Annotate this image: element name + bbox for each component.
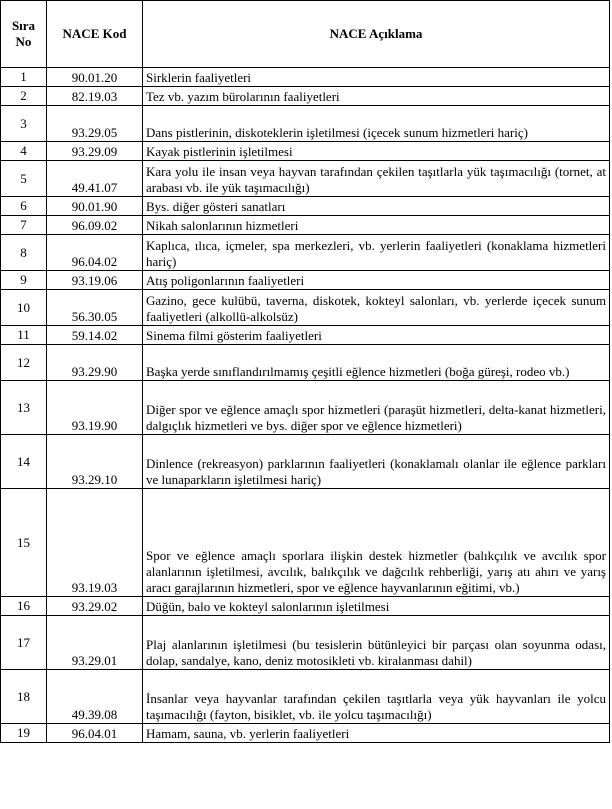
table-row (1, 345, 610, 381)
nace-description-cell: Düğün, balo ve kokteyl salonlarının işletilmesi (143, 597, 610, 616)
header-sira-no: Sıra No (1, 1, 47, 68)
table-row (1, 142, 610, 161)
nace-description-cell: Bys. diğer gösteri sanatları (143, 197, 610, 216)
nace-description-cell: Gazino, gece kulübü, taverna, diskotek, kokteyl salonları, vb. yerlerde içecek sunum faaliyetleri (alkollü-alkolsüz) (143, 290, 610, 326)
nace-description-cell: Dans pistlerinin, diskoteklerin işletilmesi (içecek sunum hizmetleri hariç) (143, 106, 610, 142)
row-number-cell: 5 (1, 161, 47, 197)
table-body (1, 68, 610, 743)
row-number-cell: 14 (1, 435, 47, 489)
nace-description-cell: Sinema filmi gösterim faaliyetleri (143, 326, 610, 345)
row-number-cell: 1 (1, 68, 47, 87)
nace-description-cell: Tez vb. yazım bürolarının faaliyetleri (143, 87, 610, 106)
table-row (1, 161, 610, 197)
nace-code-cell: 93.19.06 (47, 271, 143, 290)
header-nace-aciklama: NACE Açıklama (143, 1, 610, 68)
nace-code-cell: 49.39.08 (47, 670, 143, 724)
nace-description-cell: Kayak pistlerinin işletilmesi (143, 142, 610, 161)
table-row (1, 68, 610, 87)
nace-code-cell: 93.29.10 (47, 435, 143, 489)
nace-code-cell: 90.01.90 (47, 197, 143, 216)
nace-code-cell: 93.29.02 (47, 597, 143, 616)
nace-code-cell: 59.14.02 (47, 326, 143, 345)
row-number-cell: 9 (1, 271, 47, 290)
nace-description-cell: Nikah salonlarının hizmetleri (143, 216, 610, 235)
nace-code-cell: 93.29.90 (47, 345, 143, 381)
nace-code-cell: 93.19.90 (47, 381, 143, 435)
table-row (1, 489, 610, 597)
row-number-cell: 13 (1, 381, 47, 435)
nace-description-cell: İnsanlar veya hayvanlar tarafından çekilen taşıtlarla veya yük hayvanları ile yolcu taşımacılığı (fayton, bisiklet, vb. ile yolcu taşımacılığı) (143, 670, 610, 724)
table-row (1, 381, 610, 435)
row-number-cell: 4 (1, 142, 47, 161)
row-number-cell: 11 (1, 326, 47, 345)
table-row (1, 216, 610, 235)
table-row (1, 724, 610, 743)
row-number-cell: 8 (1, 235, 47, 271)
row-number-cell: 15 (1, 489, 47, 597)
table-row (1, 670, 610, 724)
table-row (1, 87, 610, 106)
table-row (1, 435, 610, 489)
nace-code-cell: 56.30.05 (47, 290, 143, 326)
nace-code-cell: 90.01.20 (47, 68, 143, 87)
row-number-cell: 6 (1, 197, 47, 216)
nace-description-cell: Hamam, sauna, vb. yerlerin faaliyetleri (143, 724, 610, 743)
nace-description-cell: Sirklerin faaliyetleri (143, 68, 610, 87)
row-number-cell: 17 (1, 616, 47, 670)
nace-code-cell: 93.29.01 (47, 616, 143, 670)
nace-description-cell: Dinlence (rekreasyon) parklarının faaliyetleri (konaklamalı olanlar ile eğlence parkları ve lunaparkların işletilmesi hariç) (143, 435, 610, 489)
row-number-cell: 19 (1, 724, 47, 743)
table-row (1, 106, 610, 142)
nace-code-cell: 96.04.02 (47, 235, 143, 271)
table-row (1, 197, 610, 216)
row-number-cell: 3 (1, 106, 47, 142)
row-number-cell: 2 (1, 87, 47, 106)
nace-description-cell: Diğer spor ve eğlence amaçlı spor hizmetleri (paraşüt hizmetleri, delta-kanat hizmetleri, dalgıçlık hizmetleri ve bys. diğer spor ve eğlence hizmetleri) (143, 381, 610, 435)
nace-description-cell: Plaj alanlarının işletilmesi (bu tesislerin bütünleyici bir parçası olan soyunma odası, dolap, sandalye, kano, deniz motosikleti vb. kiralanması dahil) (143, 616, 610, 670)
nace-description-cell: Spor ve eğlence amaçlı sporlara ilişkin destek hizmetler (balıkçılık ve avcılık spor alanlarının işletilmesi, avcılık, balıkçılık ve dağcılık rehberliği, yarış atı ahırı ve yarış aracı garajlarının hizmetleri, spor ve eğlence hayvanlarının eğitimi, vb.) (143, 489, 610, 597)
nace-code-cell: 82.19.03 (47, 87, 143, 106)
table-row (1, 326, 610, 345)
row-number-cell: 18 (1, 670, 47, 724)
nace-code-cell: 93.29.09 (47, 142, 143, 161)
table-row (1, 290, 610, 326)
table-row (1, 235, 610, 271)
nace-description-cell: Atış poligonlarının faaliyetleri (143, 271, 610, 290)
nace-description-cell: Başka yerde sınıflandırılmamış çeşitli eğlence hizmetleri (boğa güreşi, rodeo vb.) (143, 345, 610, 381)
header-nace-kod: NACE Kod (47, 1, 143, 68)
table-row (1, 597, 610, 616)
row-number-cell: 10 (1, 290, 47, 326)
table-row (1, 271, 610, 290)
nace-code-cell: 96.04.01 (47, 724, 143, 743)
row-number-cell: 12 (1, 345, 47, 381)
nace-description-cell: Kara yolu ile insan veya hayvan tarafından çekilen taşıtlarla yük taşımacılığı (tornet, at arabası vb. ile yük taşımacılığı) (143, 161, 610, 197)
row-number-cell: 16 (1, 597, 47, 616)
nace-code-cell: 93.19.03 (47, 489, 143, 597)
nace-code-cell: 49.41.07 (47, 161, 143, 197)
header-row (1, 1, 610, 68)
nace-code-cell: 96.09.02 (47, 216, 143, 235)
nace-code-cell: 93.29.05 (47, 106, 143, 142)
row-number-cell: 7 (1, 216, 47, 235)
nace-description-cell: Kaplıca, ılıca, içmeler, spa merkezleri, vb. yerlerin faaliyetleri (konaklama hizmetleri hariç) (143, 235, 610, 271)
table-row (1, 616, 610, 670)
